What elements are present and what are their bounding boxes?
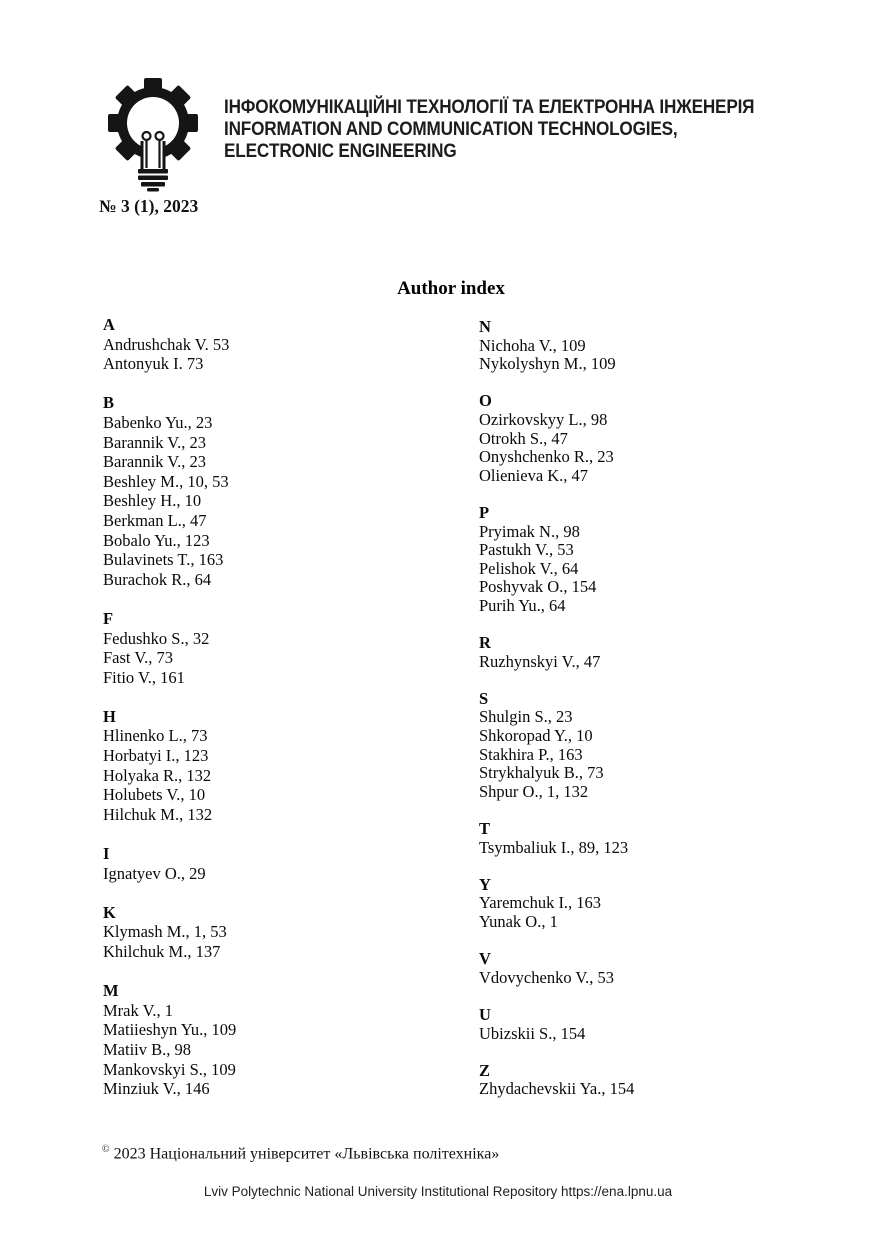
author-entry: Ruzhynskyi V., 47	[479, 651, 601, 671]
journal-masthead	[224, 96, 754, 162]
section-letter: T	[479, 819, 491, 839]
copyright-symbol: ©	[102, 1144, 110, 1155]
author-entry: Pelishok V., 64	[479, 558, 579, 578]
index-section-U	[479, 1006, 634, 1043]
index-section-R	[479, 634, 634, 671]
index-section-A	[103, 315, 236, 374]
section-letter: F	[103, 608, 114, 628]
section-letter: Z	[479, 1060, 491, 1080]
author-entry: Ubizskii S., 154	[479, 1023, 586, 1043]
index-section-Y	[479, 876, 634, 932]
author-entry: Shpur O., 1, 132	[479, 781, 589, 801]
author-entry: Barannik V., 23	[103, 452, 206, 472]
index-column-left	[103, 315, 236, 1118]
author-entry: Andrushchak V. 53	[103, 334, 230, 354]
index-section-N	[479, 318, 634, 374]
author-entry: Yaremchuk I., 163	[479, 893, 602, 913]
author-entry: Berkman L., 47	[103, 510, 207, 530]
author-entry: Tsymbaliuk I., 89, 123	[479, 837, 629, 857]
section-letter: O	[479, 391, 492, 411]
section-letter: B	[103, 393, 115, 413]
section-letter: S	[479, 688, 489, 708]
section-letter: V	[479, 949, 491, 969]
author-entry: Bulavinets T., 163	[103, 550, 224, 570]
author-entry: Poshyvak O., 154	[479, 577, 597, 597]
index-section-V	[479, 950, 634, 987]
author-entry: Fitio V., 161	[103, 667, 185, 687]
author-entry: Beshley M., 10, 53	[103, 471, 229, 491]
author-entry: Bobalo Yu., 123	[103, 530, 210, 550]
journal-title-english-line1: INFORMATION AND COMMUNICATION TECHNOLOGIES,	[224, 118, 678, 140]
author-entry: Matiieshyn Yu., 109	[103, 1020, 237, 1040]
index-column-right	[479, 318, 634, 1118]
repository-line: Lviv Polytechnic National University Institutional Repository https://ena.lpnu.ua	[203, 1184, 673, 1199]
author-entry: Fedushko S., 32	[103, 628, 210, 648]
author-entry: Ozirkovskyy L., 98	[479, 409, 608, 429]
gear-lightbulb-logo	[96, 78, 211, 192]
author-entry: Mankovskyi S., 109	[103, 1059, 236, 1079]
copyright-line	[102, 1144, 499, 1163]
index-section-O	[479, 392, 634, 485]
author-entry: Barannik V., 23	[103, 432, 206, 452]
author-entry: Holubets V., 10	[103, 785, 206, 805]
section-letter: Y	[479, 874, 491, 894]
author-entry: Zhydachevskii Ya., 154	[479, 1079, 635, 1099]
author-entry: Horbatyi I., 123	[103, 746, 209, 766]
index-section-H	[103, 707, 236, 825]
author-entry: Purih Yu., 64	[479, 595, 566, 615]
index-section-Z	[479, 1062, 634, 1099]
index-section-F	[103, 609, 236, 687]
index-section-I	[103, 844, 236, 883]
issue-label: № 3 (1), 2023	[99, 196, 199, 216]
author-entry: Onyshchenko R., 23	[479, 447, 614, 467]
author-entry: Fast V., 73	[103, 648, 173, 668]
author-entry: Nichoha V., 109	[479, 335, 586, 355]
author-entry: Mrak V., 1	[103, 1000, 173, 1020]
index-section-T	[479, 820, 634, 857]
author-entry: Klymash M., 1, 53	[103, 922, 227, 942]
section-letter: I	[103, 844, 110, 864]
index-section-K	[103, 903, 236, 962]
author-entry: Stakhira P., 163	[479, 744, 583, 764]
author-entry: Babenko Yu., 23	[103, 412, 213, 432]
author-entry: Holyaka R., 132	[103, 765, 212, 785]
author-entry: Ignatyev O., 29	[103, 863, 206, 883]
author-entry: Antonyuk I. 73	[103, 354, 204, 374]
journal-title-ukrainian: ІНФОКОМУНІКАЦІЙНІ ТЕХНОЛОГІЇ ТА ЕЛЕКТРОННА ІНЖЕНЕРІЯ	[224, 96, 755, 118]
author-entry: Shulgin S., 23	[479, 707, 573, 727]
section-letter: M	[103, 981, 119, 1001]
index-section-B	[103, 393, 236, 589]
section-letter: K	[103, 902, 116, 922]
section-letter: R	[479, 633, 491, 653]
author-entry: Pastukh V., 53	[479, 540, 574, 560]
author-entry: Minziuk V., 146	[103, 1079, 210, 1099]
index-section-M	[103, 981, 236, 1099]
copyright-text: 2023 Національний університет «Львівська політехніка»	[113, 1145, 500, 1163]
author-entry: Strykhalyuk B., 73	[479, 763, 604, 783]
section-letter: U	[479, 1004, 491, 1024]
author-entry: Shkoropad Y., 10	[479, 726, 593, 746]
section-letter: P	[479, 502, 490, 522]
author-entry: Nykolyshyn M., 109	[479, 354, 616, 374]
author-entry: Vdovychenko V., 53	[479, 967, 615, 987]
author-entry: Burachok R., 64	[103, 569, 212, 589]
author-entry: Yunak O., 1	[479, 912, 558, 931]
journal-title-english-line2: ELECTRONIC ENGINEERING	[224, 140, 457, 162]
index-section-S	[479, 690, 634, 802]
author-entry: Khilchuk M., 137	[103, 942, 221, 961]
author-entry: Beshley H., 10	[103, 491, 202, 511]
author-index-title: Author index	[397, 278, 505, 299]
section-letter: H	[103, 706, 116, 726]
author-entry: Hilchuk M., 132	[103, 804, 213, 824]
author-entry: Olienieva K., 47	[479, 465, 589, 485]
section-letter: A	[103, 315, 115, 334]
author-entry: Hlinenko L., 73	[103, 726, 208, 746]
author-entry: Otrokh S., 47	[479, 428, 568, 448]
section-letter: N	[479, 317, 491, 336]
index-section-P	[479, 504, 634, 616]
author-entry: Matiiv B., 98	[103, 1039, 192, 1059]
author-entry: Pryimak N., 98	[479, 521, 580, 541]
